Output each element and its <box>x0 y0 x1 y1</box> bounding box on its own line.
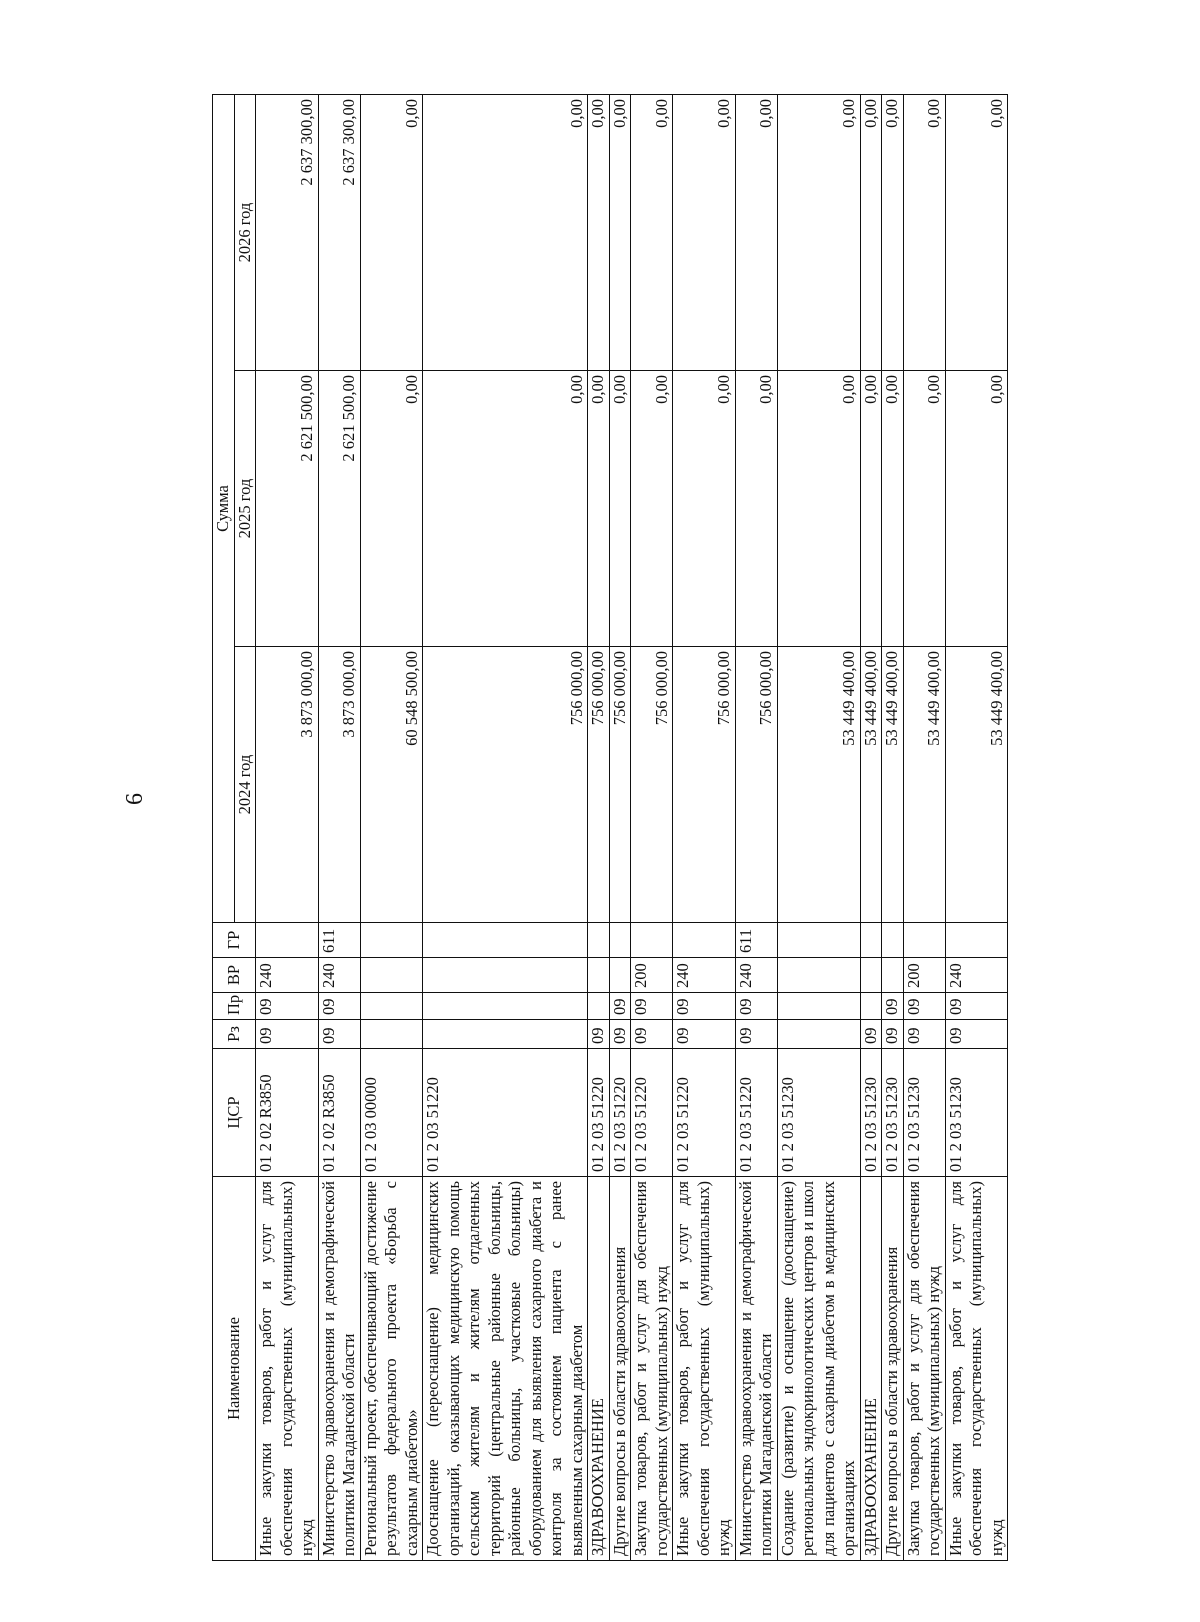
row-2025: 0,00 <box>609 371 631 647</box>
rotated-page <box>212 95 1112 1561</box>
row-pr: 09 <box>318 993 360 1020</box>
row-name: Региональный проект, обеспечивающий достижение результатов федерального проекта «Борьба с сахарным диабетом» <box>360 1177 423 1561</box>
row-csr: 01 2 03 51220 <box>609 1049 631 1177</box>
row-vr <box>360 958 423 993</box>
row-csr: 01 2 03 51230 <box>777 1049 860 1177</box>
row-2024: 53 449 400,00 <box>945 647 1008 923</box>
row-2024: 53 449 400,00 <box>777 647 860 923</box>
table-row <box>860 95 882 1561</box>
table-row <box>882 95 904 1561</box>
row-rz: 09 <box>256 1020 319 1049</box>
row-rz: 09 <box>631 1020 673 1049</box>
row-name: Создание (развитие) и оснащение (дооснащение) региональных эндокринологических центров и школ для пациентов с сахарным диабетом в медицинских организациях <box>777 1177 860 1561</box>
row-gr <box>860 923 882 958</box>
row-rz: 09 <box>673 1020 736 1049</box>
row-gr <box>903 923 945 958</box>
row-2024: 3 873 000,00 <box>256 647 319 923</box>
row-2024: 60 548 500,00 <box>360 647 423 923</box>
row-csr: 01 2 03 51220 <box>588 1049 610 1177</box>
row-gr: 611 <box>735 923 777 958</box>
row-2025: 0,00 <box>777 371 860 647</box>
row-2024: 3 873 000,00 <box>318 647 360 923</box>
row-csr: 01 2 03 51230 <box>882 1049 904 1177</box>
row-2025: 0,00 <box>673 371 736 647</box>
row-2026: 0,00 <box>945 95 1008 371</box>
row-name: Закупка товаров, работ и услуг для обеспечения государственных (муниципальных) нужд <box>631 1177 673 1561</box>
row-pr <box>777 993 860 1020</box>
row-2025: 0,00 <box>360 371 423 647</box>
row-pr <box>860 993 882 1020</box>
header-pr: Пр <box>213 993 256 1020</box>
row-2026: 0,00 <box>777 95 860 371</box>
budget-table <box>212 94 1008 1561</box>
table-row <box>673 95 736 1561</box>
table-row <box>945 95 1008 1561</box>
header-2025: 2025 год <box>234 371 256 647</box>
row-2026: 0,00 <box>860 95 882 371</box>
row-rz: 09 <box>588 1020 610 1049</box>
row-2025: 0,00 <box>735 371 777 647</box>
header-row-top <box>213 95 235 1561</box>
row-rz: 09 <box>735 1020 777 1049</box>
row-2026: 0,00 <box>631 95 673 371</box>
row-2024: 756 000,00 <box>735 647 777 923</box>
row-rz: 09 <box>609 1020 631 1049</box>
row-gr <box>777 923 860 958</box>
row-2026: 0,00 <box>609 95 631 371</box>
row-2025: 0,00 <box>945 371 1008 647</box>
row-pr: 09 <box>673 993 736 1020</box>
row-pr <box>588 993 610 1020</box>
row-rz: 09 <box>882 1020 904 1049</box>
row-2026: 0,00 <box>588 95 610 371</box>
row-2025: 2 621 500,00 <box>256 371 319 647</box>
row-2024: 756 000,00 <box>609 647 631 923</box>
row-vr <box>882 958 904 993</box>
row-gr <box>256 923 319 958</box>
row-vr <box>609 958 631 993</box>
row-2026: 2 637 300,00 <box>318 95 360 371</box>
row-csr: 01 2 03 51220 <box>735 1049 777 1177</box>
table-row <box>318 95 360 1561</box>
row-vr <box>777 958 860 993</box>
row-csr: 01 2 03 51220 <box>423 1049 588 1177</box>
row-name: Министерство здравоохранения и демографической политики Магаданской области <box>735 1177 777 1561</box>
header-name: Наименование <box>213 1177 256 1561</box>
row-csr: 01 2 03 51230 <box>945 1049 1008 1177</box>
row-name: Иные закупки товаров, работ и услуг для обеспечения государственных (муниципальных) нужд <box>945 1177 1008 1561</box>
row-csr: 01 2 03 00000 <box>360 1049 423 1177</box>
row-gr <box>882 923 904 958</box>
row-rz: 09 <box>860 1020 882 1049</box>
header-2024: 2024 год <box>234 647 256 923</box>
row-2025: 0,00 <box>903 371 945 647</box>
row-2026: 0,00 <box>360 95 423 371</box>
row-gr <box>609 923 631 958</box>
row-vr: 240 <box>673 958 736 993</box>
row-csr: 01 2 02 R3850 <box>318 1049 360 1177</box>
row-name: Дооснащение (переоснащение) медицинских организаций, оказывающих медицинскую помощь сельским жителям и жителям отдаленных территорий (центральные районные больницы, районные больницы, участковые больницы) оборудованием для выявления сахарного диабета и контроля за состоянием пациента с ранее выявленным сахарным диабетом <box>423 1177 588 1561</box>
row-pr: 09 <box>945 993 1008 1020</box>
table-row <box>735 95 777 1561</box>
row-gr <box>945 923 1008 958</box>
row-vr: 240 <box>945 958 1008 993</box>
row-2026: 0,00 <box>423 95 588 371</box>
row-vr: 200 <box>631 958 673 993</box>
row-2025: 0,00 <box>423 371 588 647</box>
row-2024: 756 000,00 <box>631 647 673 923</box>
table-row <box>777 95 860 1561</box>
table-body <box>256 95 1008 1561</box>
row-2026: 0,00 <box>882 95 904 371</box>
row-name: Министерство здравоохранения и демографической политики Магаданской области <box>318 1177 360 1561</box>
row-2026: 2 637 300,00 <box>256 95 319 371</box>
row-rz <box>423 1020 588 1049</box>
row-rz <box>360 1020 423 1049</box>
row-gr <box>631 923 673 958</box>
row-vr <box>588 958 610 993</box>
row-rz: 09 <box>318 1020 360 1049</box>
row-2024: 53 449 400,00 <box>903 647 945 923</box>
row-name: Иные закупки товаров, работ и услуг для обеспечения государственных (муниципальных) нужд <box>673 1177 736 1561</box>
row-gr: 611 <box>318 923 360 958</box>
row-name: Закупка товаров, работ и услуг для обеспечения государственных (муниципальных) нужд <box>903 1177 945 1561</box>
table-row <box>903 95 945 1561</box>
header-gr: ГР <box>213 923 256 958</box>
header-vr: ВР <box>213 958 256 993</box>
row-2026: 0,00 <box>735 95 777 371</box>
header-csr: ЦСР <box>213 1049 256 1177</box>
row-pr <box>360 993 423 1020</box>
row-csr: 01 2 03 51220 <box>631 1049 673 1177</box>
row-pr: 09 <box>609 993 631 1020</box>
row-2024: 756 000,00 <box>423 647 588 923</box>
row-gr <box>360 923 423 958</box>
row-rz: 09 <box>945 1020 1008 1049</box>
row-name: Другие вопросы в области здравоохранения <box>609 1177 631 1561</box>
row-vr: 240 <box>735 958 777 993</box>
row-2025: 0,00 <box>860 371 882 647</box>
row-pr: 09 <box>903 993 945 1020</box>
table-row <box>631 95 673 1561</box>
row-2025: 0,00 <box>631 371 673 647</box>
row-vr: 240 <box>318 958 360 993</box>
row-gr <box>588 923 610 958</box>
row-2026: 0,00 <box>673 95 736 371</box>
row-csr: 01 2 03 51230 <box>903 1049 945 1177</box>
row-gr <box>673 923 736 958</box>
row-vr: 200 <box>903 958 945 993</box>
row-2025: 0,00 <box>882 371 904 647</box>
row-vr <box>860 958 882 993</box>
row-csr: 01 2 03 51220 <box>673 1049 736 1177</box>
row-pr: 09 <box>256 993 319 1020</box>
table-row <box>360 95 423 1561</box>
row-rz: 09 <box>903 1020 945 1049</box>
row-2024: 53 449 400,00 <box>860 647 882 923</box>
row-gr <box>423 923 588 958</box>
table-row <box>423 95 588 1561</box>
row-2024: 53 449 400,00 <box>882 647 904 923</box>
row-2024: 756 000,00 <box>588 647 610 923</box>
header-rz: Рз <box>213 1020 256 1049</box>
row-2024: 756 000,00 <box>673 647 736 923</box>
row-vr: 240 <box>256 958 319 993</box>
row-name: Другие вопросы в области здравоохранения <box>882 1177 904 1561</box>
table-row <box>256 95 319 1561</box>
row-csr: 01 2 03 51230 <box>860 1049 882 1177</box>
row-pr: 09 <box>882 993 904 1020</box>
table-row <box>609 95 631 1561</box>
row-csr: 01 2 02 R3850 <box>256 1049 319 1177</box>
header-2026: 2026 год <box>234 95 256 371</box>
row-pr: 09 <box>735 993 777 1020</box>
row-vr <box>423 958 588 993</box>
page-number: 6 <box>122 793 148 805</box>
table-row <box>588 95 610 1561</box>
row-pr: 09 <box>631 993 673 1020</box>
row-rz <box>777 1020 860 1049</box>
header-sum: Сумма <box>213 95 235 923</box>
row-pr <box>423 993 588 1020</box>
row-2026: 0,00 <box>903 95 945 371</box>
row-name: ЗДРАВООХРАНЕНИЕ <box>588 1177 610 1561</box>
row-name: ЗДРАВООХРАНЕНИЕ <box>860 1177 882 1561</box>
row-2025: 2 621 500,00 <box>318 371 360 647</box>
row-2025: 0,00 <box>588 371 610 647</box>
row-name: Иные закупки товаров, работ и услуг для обеспечения государственных (муниципальных) нужд <box>256 1177 319 1561</box>
